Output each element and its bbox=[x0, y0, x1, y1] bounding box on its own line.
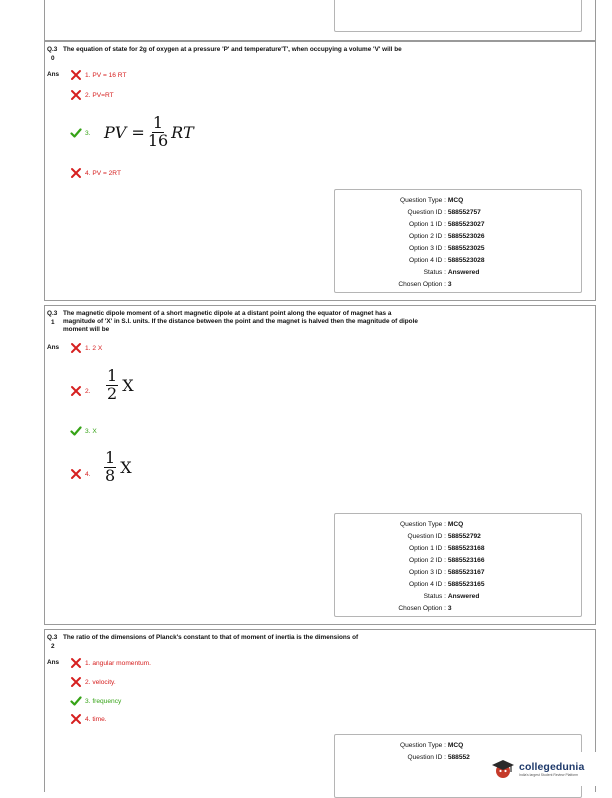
info-label: Option 2 ID : bbox=[408, 557, 446, 564]
option-2-equation bbox=[106, 368, 134, 403]
info-option-4-id bbox=[356, 581, 485, 589]
info-value: 5885523026 bbox=[447, 233, 485, 240]
info-label: Option 1 ID : bbox=[408, 545, 446, 552]
info-question-id bbox=[356, 533, 481, 541]
check-icon bbox=[70, 695, 82, 707]
question-number-suffix: 2 bbox=[51, 643, 55, 650]
info-question-id bbox=[356, 209, 481, 217]
info-value: 5885523027 bbox=[447, 221, 485, 228]
option-label: 4. time. bbox=[85, 715, 107, 723]
cross-icon bbox=[70, 385, 82, 397]
fraction bbox=[148, 115, 168, 150]
option-label: 3. X bbox=[85, 427, 97, 435]
option-label: 4. bbox=[85, 470, 91, 478]
info-option-1-id bbox=[356, 545, 485, 553]
info-chosen-option bbox=[356, 605, 452, 613]
cross-icon bbox=[70, 89, 82, 101]
option-4 bbox=[70, 167, 121, 179]
info-label: Option 1 ID : bbox=[408, 221, 446, 228]
denominator: 16 bbox=[147, 130, 169, 150]
equation-rhs: RT bbox=[171, 122, 194, 142]
numerator: 1 bbox=[152, 113, 164, 132]
option-2 bbox=[70, 676, 116, 688]
option-1 bbox=[70, 342, 102, 354]
option-3-equation bbox=[104, 115, 194, 150]
option-1 bbox=[70, 69, 126, 81]
option-label: 2. bbox=[85, 387, 91, 395]
option-label: 1. PV = 16 RT bbox=[85, 71, 127, 79]
option-4 bbox=[70, 468, 91, 480]
info-value: 5885523165 bbox=[447, 581, 485, 588]
info-label: Chosen Option : bbox=[398, 281, 446, 288]
question-number: Q.3 bbox=[47, 634, 58, 641]
info-label: Question ID : bbox=[407, 209, 446, 216]
cross-icon bbox=[70, 468, 82, 480]
info-label: Status : bbox=[423, 269, 446, 276]
info-question-id bbox=[356, 754, 470, 762]
info-value: MCQ bbox=[447, 197, 464, 204]
option-3 bbox=[70, 425, 97, 437]
info-value: 5885523168 bbox=[447, 545, 485, 552]
option-label: 2. velocity. bbox=[85, 678, 116, 686]
info-label: Status : bbox=[423, 593, 446, 600]
fraction bbox=[104, 450, 116, 485]
info-question-type bbox=[356, 521, 463, 529]
info-option-3-id bbox=[356, 245, 485, 253]
info-value: 3 bbox=[447, 281, 452, 288]
numerator: 1 bbox=[107, 366, 118, 385]
info-option-2-id bbox=[356, 557, 485, 565]
equation-lhs: PV = bbox=[104, 122, 145, 142]
info-value: MCQ bbox=[447, 742, 464, 749]
info-value: 5885523025 bbox=[447, 245, 485, 252]
question-text: The equation of state for 2g of oxygen at a pressure 'P' and temperature'T', when occupying a volume 'V' will be bbox=[63, 46, 402, 53]
option-label: 2. PV=RT bbox=[85, 91, 114, 99]
check-icon bbox=[70, 425, 82, 437]
info-option-1-id bbox=[356, 221, 485, 229]
check-icon bbox=[70, 127, 82, 139]
info-chosen-option bbox=[356, 281, 452, 289]
option-label: 1. 2 X bbox=[85, 344, 103, 352]
option-4-equation bbox=[104, 450, 132, 485]
info-option-2-id bbox=[356, 233, 485, 241]
question-number: Q.3 bbox=[47, 46, 58, 53]
option-label: 1. angular momentum. bbox=[85, 659, 151, 667]
option-label: 3. bbox=[85, 129, 91, 137]
graduation-cap-icon bbox=[490, 756, 516, 782]
option-label: 3. frequency bbox=[85, 697, 122, 705]
info-label: Question Type : bbox=[399, 742, 446, 749]
fraction bbox=[106, 368, 118, 403]
answer-label: Ans bbox=[47, 659, 60, 666]
info-label: Option 3 ID : bbox=[408, 569, 446, 576]
info-label: Question Type : bbox=[399, 521, 446, 528]
equation-rhs: X bbox=[120, 457, 132, 477]
cross-icon bbox=[70, 713, 82, 725]
question-number: Q.3 bbox=[47, 310, 58, 317]
info-value: 5885523166 bbox=[447, 557, 485, 564]
info-label: Question Type : bbox=[399, 197, 446, 204]
cross-icon bbox=[70, 676, 82, 688]
brand-tagline: India's largest Student Review Platform bbox=[519, 773, 579, 777]
option-2 bbox=[70, 89, 114, 101]
info-value: 588552792 bbox=[447, 533, 481, 540]
equation-rhs: X bbox=[122, 375, 134, 395]
info-value: 5885523167 bbox=[447, 569, 485, 576]
info-label: Question ID : bbox=[407, 533, 446, 540]
cross-icon bbox=[70, 342, 82, 354]
question-text: The ratio of the dimensions of Planck's constant to that of moment of inertia is the dimensions of bbox=[63, 634, 359, 641]
info-option-4-id bbox=[356, 257, 485, 265]
option-1 bbox=[70, 657, 151, 669]
info-value: 588552 bbox=[447, 754, 470, 761]
collegedunia-watermark bbox=[490, 752, 610, 786]
denominator: 2 bbox=[107, 383, 118, 403]
info-label: Option 4 ID : bbox=[408, 257, 446, 264]
option-3 bbox=[70, 127, 91, 139]
info-value: 3 bbox=[447, 605, 452, 612]
info-label: Question ID : bbox=[407, 754, 446, 761]
option-label: 4. PV = 2RT bbox=[85, 169, 121, 177]
info-label: Chosen Option : bbox=[398, 605, 446, 612]
info-value: Answered bbox=[447, 269, 480, 276]
cross-icon bbox=[70, 69, 82, 81]
info-value: 5885523028 bbox=[447, 257, 485, 264]
option-2 bbox=[70, 385, 91, 397]
cross-icon bbox=[70, 657, 82, 669]
info-value: 588552757 bbox=[447, 209, 481, 216]
info-label: Option 4 ID : bbox=[408, 581, 446, 588]
info-value: Answered bbox=[447, 593, 480, 600]
info-status bbox=[356, 269, 479, 277]
numerator: 1 bbox=[105, 448, 116, 467]
info-status bbox=[356, 593, 479, 601]
question-number-suffix: 1 bbox=[51, 319, 55, 326]
previous-info-box bbox=[334, 0, 582, 32]
answer-label: Ans bbox=[47, 71, 60, 78]
info-question-type bbox=[356, 197, 463, 205]
denominator: 8 bbox=[105, 465, 116, 485]
cross-icon bbox=[70, 167, 82, 179]
info-question-type bbox=[356, 742, 463, 750]
info-label: Option 3 ID : bbox=[408, 245, 446, 252]
info-label: Option 2 ID : bbox=[408, 233, 446, 240]
option-4 bbox=[70, 713, 107, 725]
info-option-3-id bbox=[356, 569, 485, 577]
option-3 bbox=[70, 695, 121, 707]
info-value: MCQ bbox=[447, 521, 464, 528]
question-number-suffix: 0 bbox=[51, 55, 55, 62]
question-text: The magnetic dipole moment of a short magnetic dipole at a distant point along the equator of magnet has a magnitude of 'X' in S.I. units. If the distance between the point and the magnet is halved then the magnitude of dipole moment will be bbox=[63, 310, 418, 333]
brand-name: collegedunia bbox=[519, 761, 585, 773]
answer-label: Ans bbox=[47, 344, 60, 351]
